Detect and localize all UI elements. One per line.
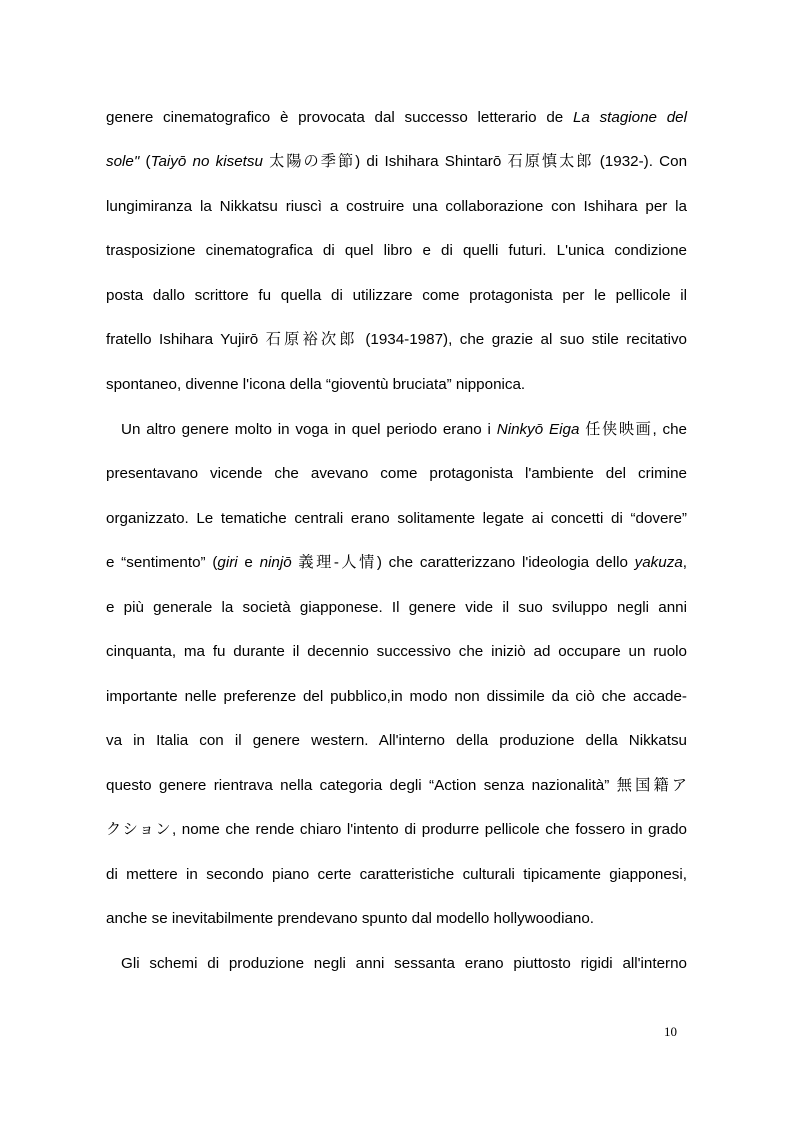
text-line bbox=[106, 376, 687, 394]
text-line bbox=[106, 821, 687, 839]
text-line bbox=[106, 198, 687, 216]
text-line bbox=[121, 421, 687, 439]
text-segment: organizzato. Le tematiche centrali erano solitamente legate ai concetti di “dovere” bbox=[106, 510, 687, 527]
text-line bbox=[106, 554, 687, 572]
text-segment: e “sentimento” ( bbox=[106, 554, 218, 571]
text-segment: 任侠映画, che bbox=[579, 421, 687, 438]
text-line bbox=[106, 910, 687, 928]
text-line bbox=[106, 777, 687, 795]
text-segment: di mettere in secondo piano certe caratteristiche culturali tipicamente giapponesi, bbox=[106, 866, 687, 883]
italic-text-segment: ninjō bbox=[259, 554, 292, 571]
text-line bbox=[106, 465, 687, 483]
text-segment: spontaneo, divenne l'icona della “gioventù bruciata” nipponica. bbox=[106, 376, 526, 393]
text-line bbox=[106, 732, 687, 750]
text-segment: , bbox=[682, 554, 687, 571]
italic-text-segment: sole" bbox=[106, 153, 140, 170]
page-number: 10 bbox=[664, 1024, 677, 1039]
text-segment: presentavano vicende che avevano come protagonista l'ambiente del crimine bbox=[106, 465, 687, 482]
text-segment: fratello Ishihara Yujirō 石原裕次郎 (1934-1987), che grazie al suo stile recitativo bbox=[106, 331, 687, 348]
text-segment: クション, nome che rende chiaro l'intento di produrre pellicole che fossero in grado bbox=[106, 821, 687, 838]
text-line bbox=[106, 242, 687, 260]
text-segment: anche se inevitabilmente prendevano spunto dal modello hollywoodiano. bbox=[106, 910, 595, 927]
text-segment: e bbox=[237, 554, 260, 571]
text-line bbox=[121, 955, 687, 973]
italic-text-segment: yakuza bbox=[634, 554, 683, 571]
text-line bbox=[106, 688, 687, 706]
text-segment: Gli schemi di produzione negli anni sessanta erano piuttosto rigidi all'interno bbox=[121, 955, 687, 972]
text-line bbox=[106, 643, 687, 661]
italic-text-segment: giri bbox=[217, 554, 238, 571]
text-segment: va in Italia con il genere western. All'interno della produzione della Nikkatsu bbox=[106, 732, 687, 749]
italic-text-segment: Ninkyō Eiga bbox=[496, 421, 580, 438]
text-segment: lungimiranza la Nikkatsu riuscì a costruire una collaborazione con Ishihara per la bbox=[106, 198, 687, 215]
text-line bbox=[106, 287, 687, 305]
text-segment: cinquanta, ma fu durante il decennio successivo che iniziò ad occupare un ruolo bbox=[106, 643, 687, 660]
text-line bbox=[106, 153, 687, 171]
italic-text-segment: La stagione del bbox=[572, 109, 687, 126]
text-segment: posta dallo scrittore fu quella di utilizzare come protagonista per le pellicole il bbox=[106, 287, 687, 304]
italic-text-segment: Taiyō no kisetsu bbox=[150, 153, 263, 170]
text-segment: trasposizione cinematografica di quel libro e di quelli futuri. L'unica condizione bbox=[106, 242, 687, 259]
text-segment: ( bbox=[139, 153, 151, 170]
text-segment: importante nelle preferenze del pubblico,in modo non dissimile da ciò che accade- bbox=[106, 688, 687, 705]
text-line bbox=[106, 331, 687, 349]
text-segment: 義理-人情) che caratterizzano l'ideologia dello bbox=[291, 554, 635, 571]
text-segment: e più generale la società giapponese. Il genere vide il suo sviluppo negli anni bbox=[106, 599, 687, 616]
text-segment: 太陽の季節) di Ishihara Shintarō 石原慎太郎 (1932-). Con bbox=[262, 153, 688, 170]
text-segment: genere cinematografico è provocata dal successo letterario de bbox=[106, 109, 573, 126]
text-segment: Un altro genere molto in voga in quel periodo erano i bbox=[121, 421, 497, 438]
text-line bbox=[106, 510, 687, 528]
text-line bbox=[106, 866, 687, 884]
text-line bbox=[106, 599, 687, 617]
text-segment: questo genere rientrava nella categoria degli “Action senza nazionalità” 無国籍ア bbox=[106, 777, 687, 794]
text-line bbox=[106, 109, 687, 127]
